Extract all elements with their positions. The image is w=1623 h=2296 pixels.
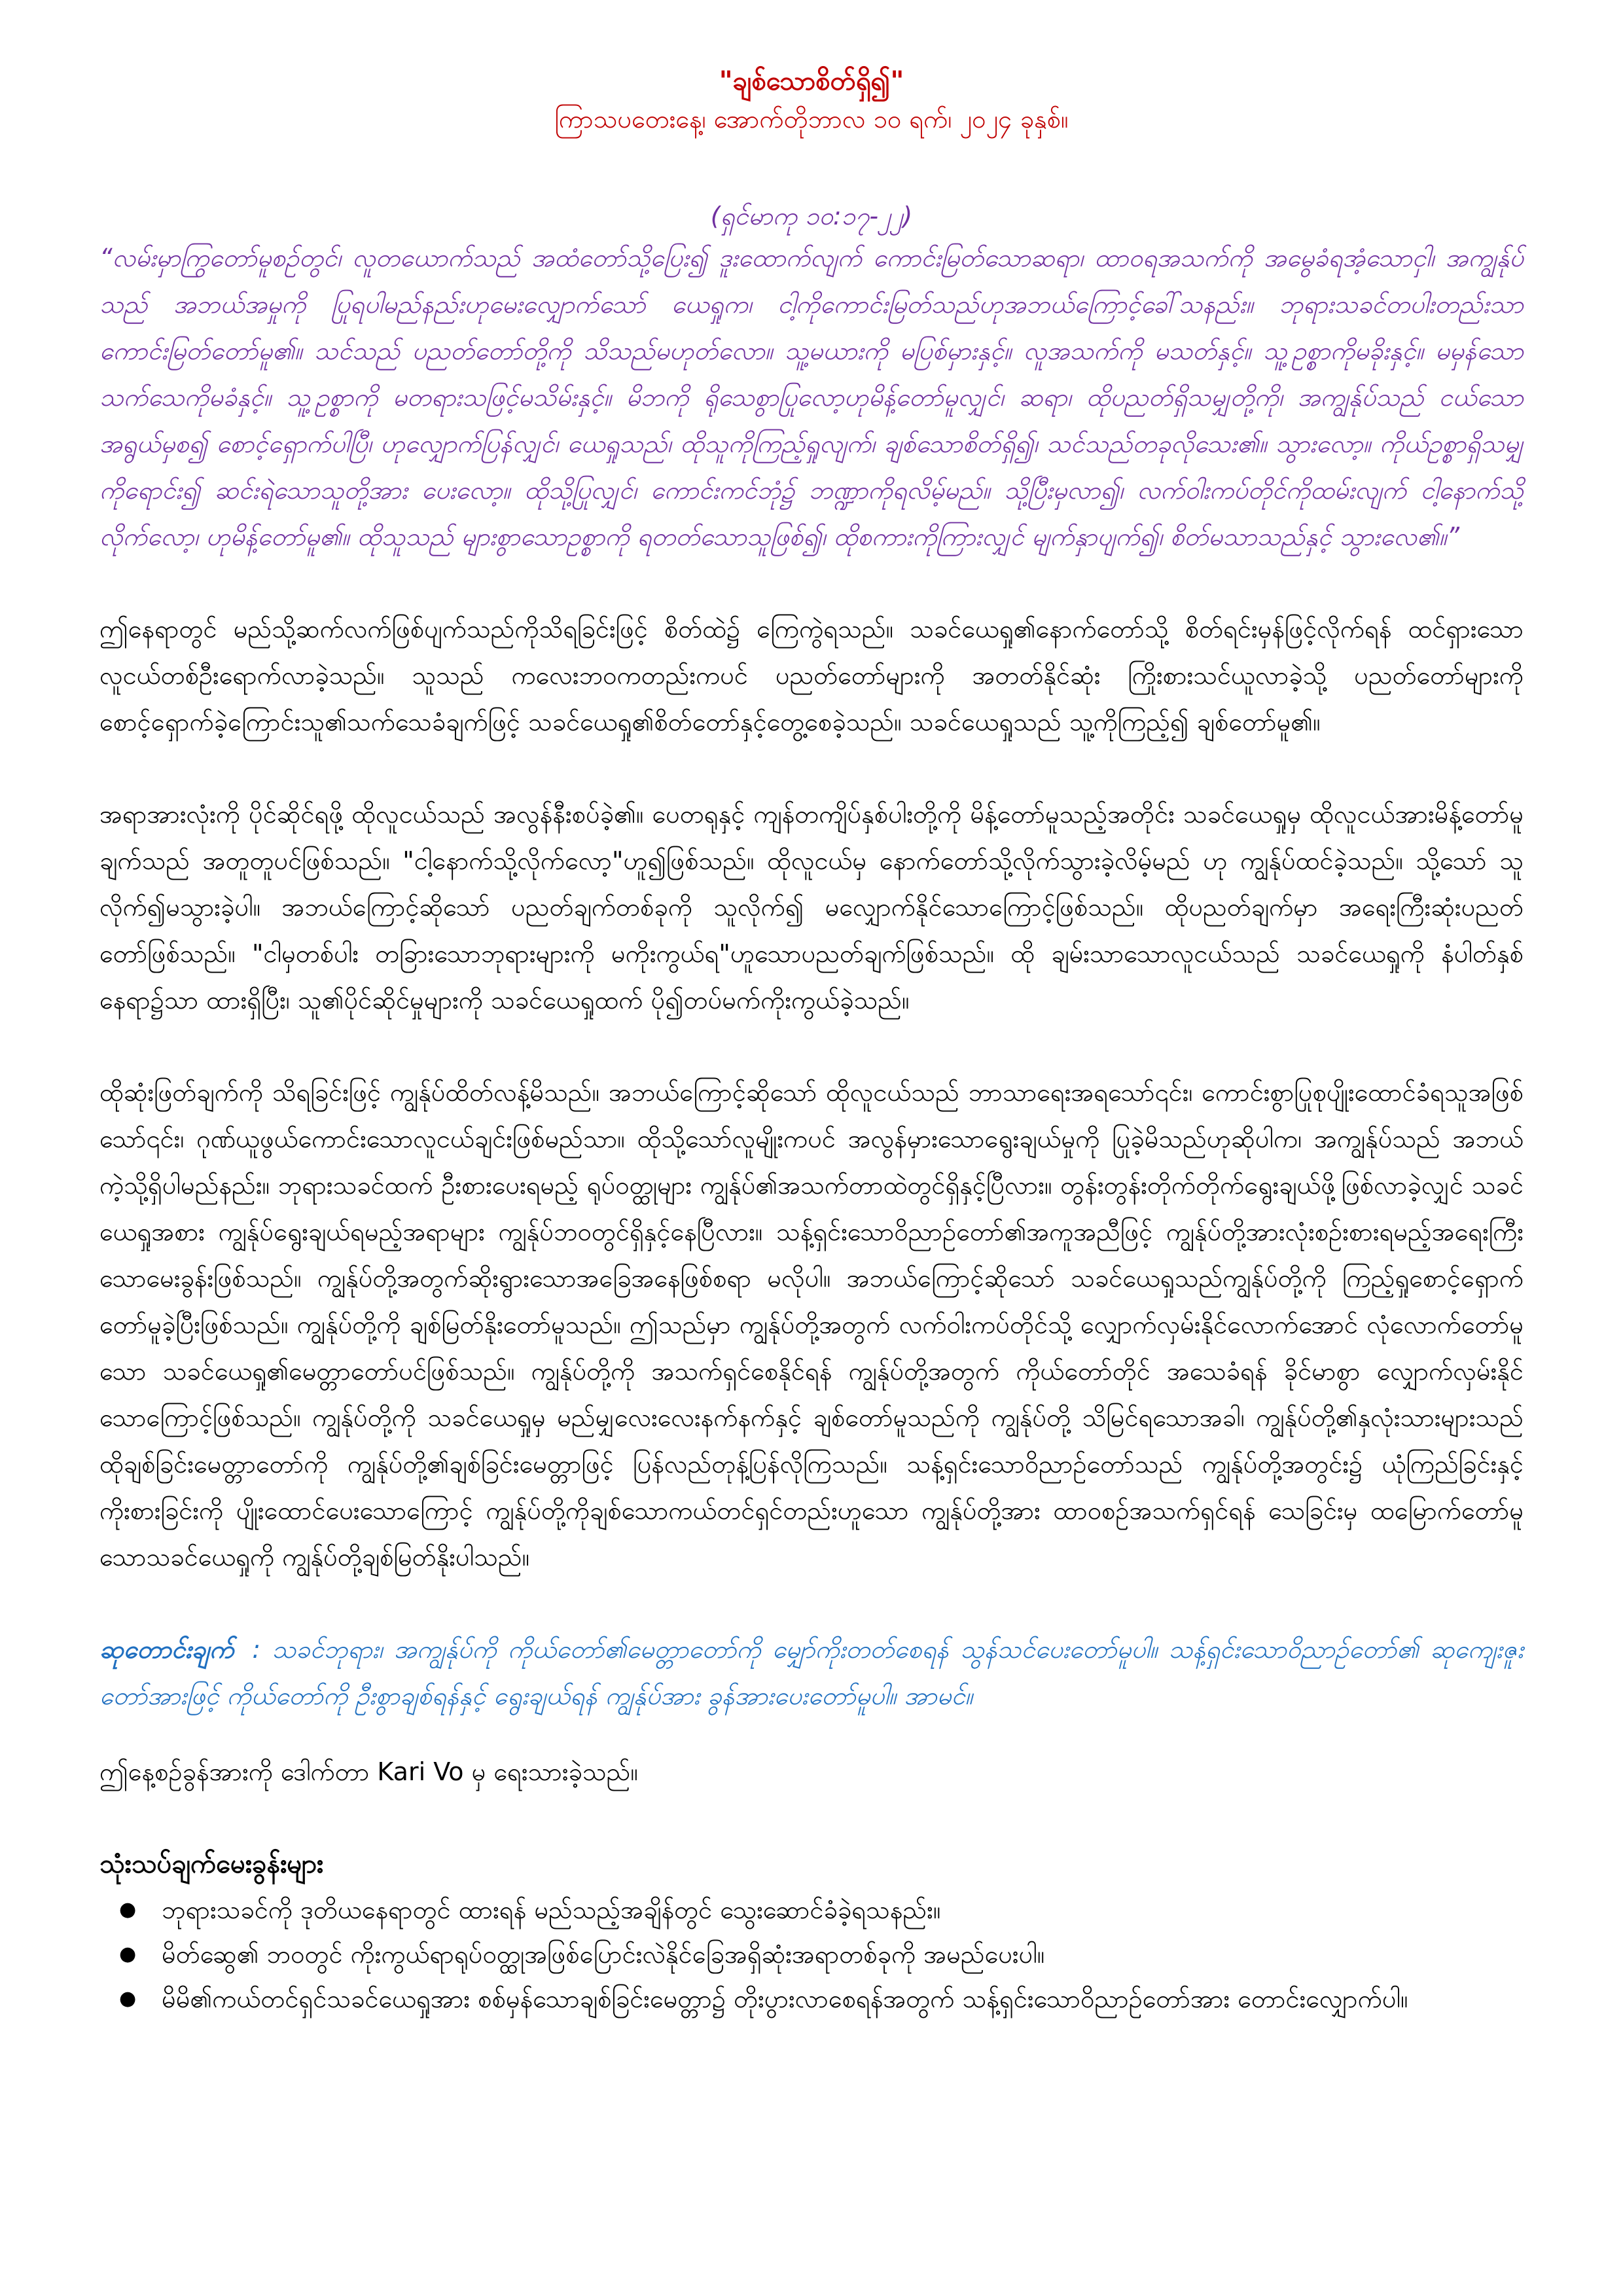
questions-title: သုံးသပ်ချက်မေးခွန်းများ: [99, 1849, 324, 1879]
question-item-3: [99, 1977, 1524, 2021]
question-text-1: ဘုရားသခင်ကို ဒုတိယနေရာတွင် ထားရန် မည်သည့်အချိန်တွင် သွေးဆောင်ခံခဲ့ရသနည်း။: [162, 1895, 941, 1924]
question-text-3: မိမိ၏ကယ်တင်ရှင်သခင်ယေရှုအား စစ်မှန်သောချစ်ခြင်းမေတ္တာ၌ တိုးပွားလာစေရန်အတွက် သန့်ရှင်းသောဝိညာဉ်တော်အား တောင်းလျှောက်ပါ။: [162, 1984, 1408, 2013]
prayer-block: [99, 1626, 1524, 1719]
prayer-text: : သခင်ဘုရား၊ အကျွန်ုပ်ကို ကိုယ်တော်၏မေတ္တာတော်ကို မျှော်ကိုးတတ်စေရန် သွန်သင်ပေးတော်မူပါ။ သန့်ရှင်းသောဝိညာဉ်တော်၏ ဆုကျေးဇူးတော်အားဖြင့် ကိုယ်တော်ကို ဦးစွာချစ်ရန်နှင့် ရွေးချယ်ရန် ကျွန်ုပ်အား ခွန်အားပေးတော်မူပါ။ အာမင်။: [99, 1635, 1524, 1710]
question-item-2: [99, 1932, 1524, 1977]
bullet-icon: ●: [119, 1898, 137, 1921]
body-paragraph-3: ထိုဆုံးဖြတ်ချက်ကို သိရခြင်းဖြင့် ကျွန်ုပ်ထိတ်လန့်မိသည်။ အဘယ်ကြောင့်ဆိုသော် ထိုလူငယ်သည် ဘာသာရေးအရသော်၎င်း၊ ကောင်းစွာပြုစုပျိုးထောင်ခံရသူအဖြစ်သော်၎င်း၊ ဂုဏ်ယူဖွယ်ကောင်းသောလူငယ်ချင်းဖြစ်မည်သာ။ ထိုသို့သော်လူမျိုးကပင် အလွန်မှားသောရွေးချယ်မှုကို ပြုခဲ့မိသည်ဟုဆိုပါက၊ အကျွန်ုပ်သည် အဘယ်ကဲ့သို့ရှိပါမည်နည်း။ ဘုရားသခင်ထက် ဦးစားပေးရမည့် ရုပ်ဝတ္ထုများ ကျွန်ုပ်၏အသက်တာထဲတွင်ရှိနှင့်ပြီလား။ တွန်းတွန်းတိုက်တိုက်ရွေးချယ်ဖို့ဖြစ်လာခဲ့လျှင် သခင်ယေရှုအစား ကျွန်ုပ်ရွေးချယ်ရမည့်အရာများ ကျွန်ုပ်ဘဝတွင်ရှိနှင့်နေပြီလား။ သန့်ရှင်းသောဝိညာဉ်တော်၏အကူအညီဖြင့် ကျွန်ုပ်တို့အားလုံးစဉ်းစားရမည့်အရေးကြီးသောမေးခွန်းဖြစ်သည်။ ကျွန်ုပ်တို့အတွက်ဆိုးရွားသောအခြေအနေဖြစ်စရာ မလိုပါ။ အဘယ်ကြောင့်ဆိုသော် သခင်ယေရှုသည်ကျွန်ုပ်တို့ကို ကြည့်ရှုစောင့်ရှောက်တော်မူခဲ့ပြီးဖြစ်သည်။ ကျွန်ုပ်တို့ကို ချစ်မြတ်နိုးတော်မူသည်။ ဤသည်မှာ ကျွန်ုပ်တို့အတွက် လက်ဝါးကပ်တိုင်သို့ လျှောက်လှမ်းနိုင်လောက်အောင် လုံလောက်တော်မူသော သခင်ယေရှု၏မေတ္တာတော်ပင်ဖြစ်သည်။ ကျွန်ုပ်တို့ကို အသက်ရှင်စေနိုင်ရန် ကျွန်ုပ်တို့အတွက် ကိုယ်တော်တိုင် အသေခံရန် ခိုင်မာစွာ လျှောက်လှမ်းနိုင်သောကြောင့်ဖြစ်သည်။ ကျွန်ုပ်တို့ကို သခင်ယေရှုမှ မည်မျှလေးလေးနက်နက်နှင့် ချစ်တော်မူသည်ကို ကျွန်ုပ်တို့ သိမြင်ရသောအခါ၊ ကျွန်ုပ်တို့၏နှလုံးသားများသည် ထိုချစ်ခြင်းမေတ္တာတော်ကို ကျွန်ုပ်တို့၏ချစ်ခြင်းမေတ္တာဖြင့် ပြန်လည်တုန့်ပြန်လိုကြသည်။ သန့်ရှင်းသောဝိညာဉ်တော်သည် ကျွန်ုပ်တို့အတွင်း၌ ယုံကြည်ခြင်းနှင့် ကိုးစားခြင်းကို ပျိုးထောင်ပေးသောကြောင့် ကျွန်ုပ်တို့ကိုချစ်သောကယ်တင်ရှင်တည်းဟူသော ကျွန်ုပ်တို့အား ထာဝစဉ်အသက်ရှင်ရန် သေခြင်းမှ ထမြောက်တော်မူသောသခင်ယေရှုကို ကျွန်ုပ်တို့ချစ်မြတ်နိုးပါသည်။: [99, 1078, 1524, 1571]
prayer-label: ဆုတောင်းချက်: [99, 1635, 234, 1664]
question-text-2: မိတ်ဆွေ၏ ဘဝတွင် ကိုးကွယ်ရာရုပ်ဝတ္ထုအဖြစ်ပြောင်းလဲနိုင်ခြေအရှိဆုံးအရာတစ်ခုကို အမည်ပေးပါ။: [162, 1940, 1045, 1969]
page-date: ကြာသပတေးနေ့၊ အောက်တိုဘာလ ၁၀ ရက်၊ ၂၀၂၄ ခုနှစ်။: [554, 105, 1069, 134]
body-paragraph-2: အရာအားလုံးကို ပိုင်ဆိုင်ရဖို့ ထိုလူငယ်သည် အလွန်နီးစပ်ခဲ့၏။ ပေတရုနှင့် ကျန်တကျိပ်နှစ်ပါးတို့ကို မိန့်တော်မူသည့်အတိုင်း သခင်ယေရှုမှ ထိုလူငယ်အားမိန့်တော်မူချက်သည် အတူတူပင်ဖြစ်သည်။ "ငါ့နောက်သို့လိုက်လော့"ဟူ၍ဖြစ်သည်။ ထိုလူငယ်မှ နောက်တော်သို့လိုက်သွားခဲ့လိမ့်မည် ဟု ကျွန်ုပ်ထင်ခဲ့သည်။ သို့သော် သူလိုက်၍မသွားခဲ့ပါ။ အဘယ်ကြောင့်ဆိုသော် ပညတ်ချက်တစ်ခုကို သူလိုက်၍ မလျှောက်နိုင်သောကြောင့်ဖြစ်သည်။ ထိုပညတ်ချက်မှာ အရေးကြီးဆုံးပညတ်တော်ဖြစ်သည်။ "ငါမှတစ်ပါး တခြားသောဘုရားများကို မကိုးကွယ်ရ"ဟူသောပညတ်ချက်ဖြစ်သည်။ ထို ချမ်းသာသောလူငယ်သည် သခင်ယေရှုကို နံပါတ်နှစ်နေရာ၌သာ ထားရှိပြီး၊ သူ၏ပိုင်ဆိုင်မှုများကို သခင်ယေရှုထက် ပို၍တပ်မက်ကိုးကွယ်ခဲ့သည်။: [99, 800, 1524, 1014]
body-paragraph-1: ဤနေရာတွင် မည်သို့ဆက်လက်ဖြစ်ပျက်သည်ကိုသိရခြင်းဖြင့် စိတ်ထဲ၌ ကြေကွဲရသည်။ သခင်ယေရှု၏နောက်တော်သို့ စိတ်ရင်းမှန်ဖြင့်လိုက်ရန် ထင်ရှားသော လူငယ်တစ်ဦးရောက်လာခဲ့သည်။ သူသည် ကလေးဘဝကတည်းကပင် ပညတ်တော်များကို အတတ်နိုင်ဆုံး ကြိုးစားသင်ယူလာခဲ့သို့ ပညတ်တော်များကို စောင့်ရှောက်ခဲ့ကြောင်းသူ၏သက်သေခံချက်ဖြင့် သခင်ယေရှု၏စိတ်တော်နှင့်တွေ့စေခဲ့သည်။ သခင်ယေရှုသည် သူ့ကိုကြည့်၍ ချစ်တော်မူ၏။: [99, 615, 1524, 736]
scripture-passage: “လမ်းမှာကြွတော်မူစဉ်တွင်၊ လူတယောက်သည် အထံတော်သို့ပြေး၍ ဒူးထောက်လျက် ကောင်းမြတ်သောဆရာ၊ ထာဝရအသက်ကို အမွေခံရအံ့သောငှါ၊ အကျွန်ုပ်သည် အဘယ်အမှုကို ပြုရပါမည်နည်းဟုမေးလျှောက်သော် ယေရှုက၊ ငါ့ကိုကောင်းမြတ်သည်ဟုအဘယ်ကြောင့်ခေါ်သနည်း။ ဘုရားသခင်တပါးတည်းသာ ကောင်းမြတ်တော်မူ၏။ သင်သည် ပညတ်တော်တို့ကို သိသည်မဟုတ်လော။ သူ့မယားကို မပြစ်မှားနှင့်။ လူအသက်ကို မသတ်နှင့်။ သူ့ဥစ္စာကိုမခိုးနှင့်။ မမှန်သောသက်သေကိုမခံနှင့်။ သူ့ဥစ္စာကို မတရားသဖြင့်မသိမ်းနှင့်။ မိဘကို ရိုသေစွာပြုလော့ဟုမိန့်တော်မူလျှင်၊ ဆရာ၊ ထိုပညတ်ရှိသမျှတို့ကို၊ အကျွန်ုပ်သည် ငယ်သောအရွယ်မှစ၍ စောင့်ရှောက်ပါပြီ၊ ဟုလျှောက်ပြန်လျှင်၊ ယေရှုသည်၊ ထိုသူကိုကြည့်ရှုလျက်၊ ချစ်သောစိတ်ရှိ၍၊ သင်သည်တခုလိုသေး၏။ သွားလော့။ ကိုယ်ဥစ္စာရှိသမျှကိုရောင်း၍ ဆင်းရဲသောသူတို့အား ပေးလော့။ ထိုသို့ပြုလျှင်၊ ကောင်းကင်ဘုံ၌ ဘဏ္ဍာကိုရလိမ့်မည်။ သို့ပြီးမှလာ၍၊ လက်ဝါးကပ်တိုင်ကိုထမ်းလျက် ငါ့နောက်သို့ လိုက်လော့၊ ဟုမိန့်တော်မူ၏။ ထိုသူသည် များစွာသောဥစ္စာကို ရတတ်သောသူဖြစ်၍၊ ထိုစကားကိုကြားလျှင် မျက်နှာပျက်၍၊ စိတ်မသာသည်နှင့် သွားလေ၏။”: [99, 243, 1524, 551]
author-note: ဤနေ့စဉ်ခွန်အားကို ဒေါက်တာ Kari Vo မှ ရေးသားခဲ့သည်။: [99, 1757, 638, 1786]
scripture-reference: (ရှင်မာကု ၁၀:၁၇-၂၂): [710, 202, 913, 230]
questions-list: [99, 1888, 1524, 2021]
question-item-1: [99, 1888, 1524, 1932]
page-title: "ချစ်သောစိတ်ရှိ၍": [719, 66, 904, 96]
bullet-icon: ●: [119, 1987, 137, 2010]
bullet-icon: ●: [119, 1943, 137, 1965]
